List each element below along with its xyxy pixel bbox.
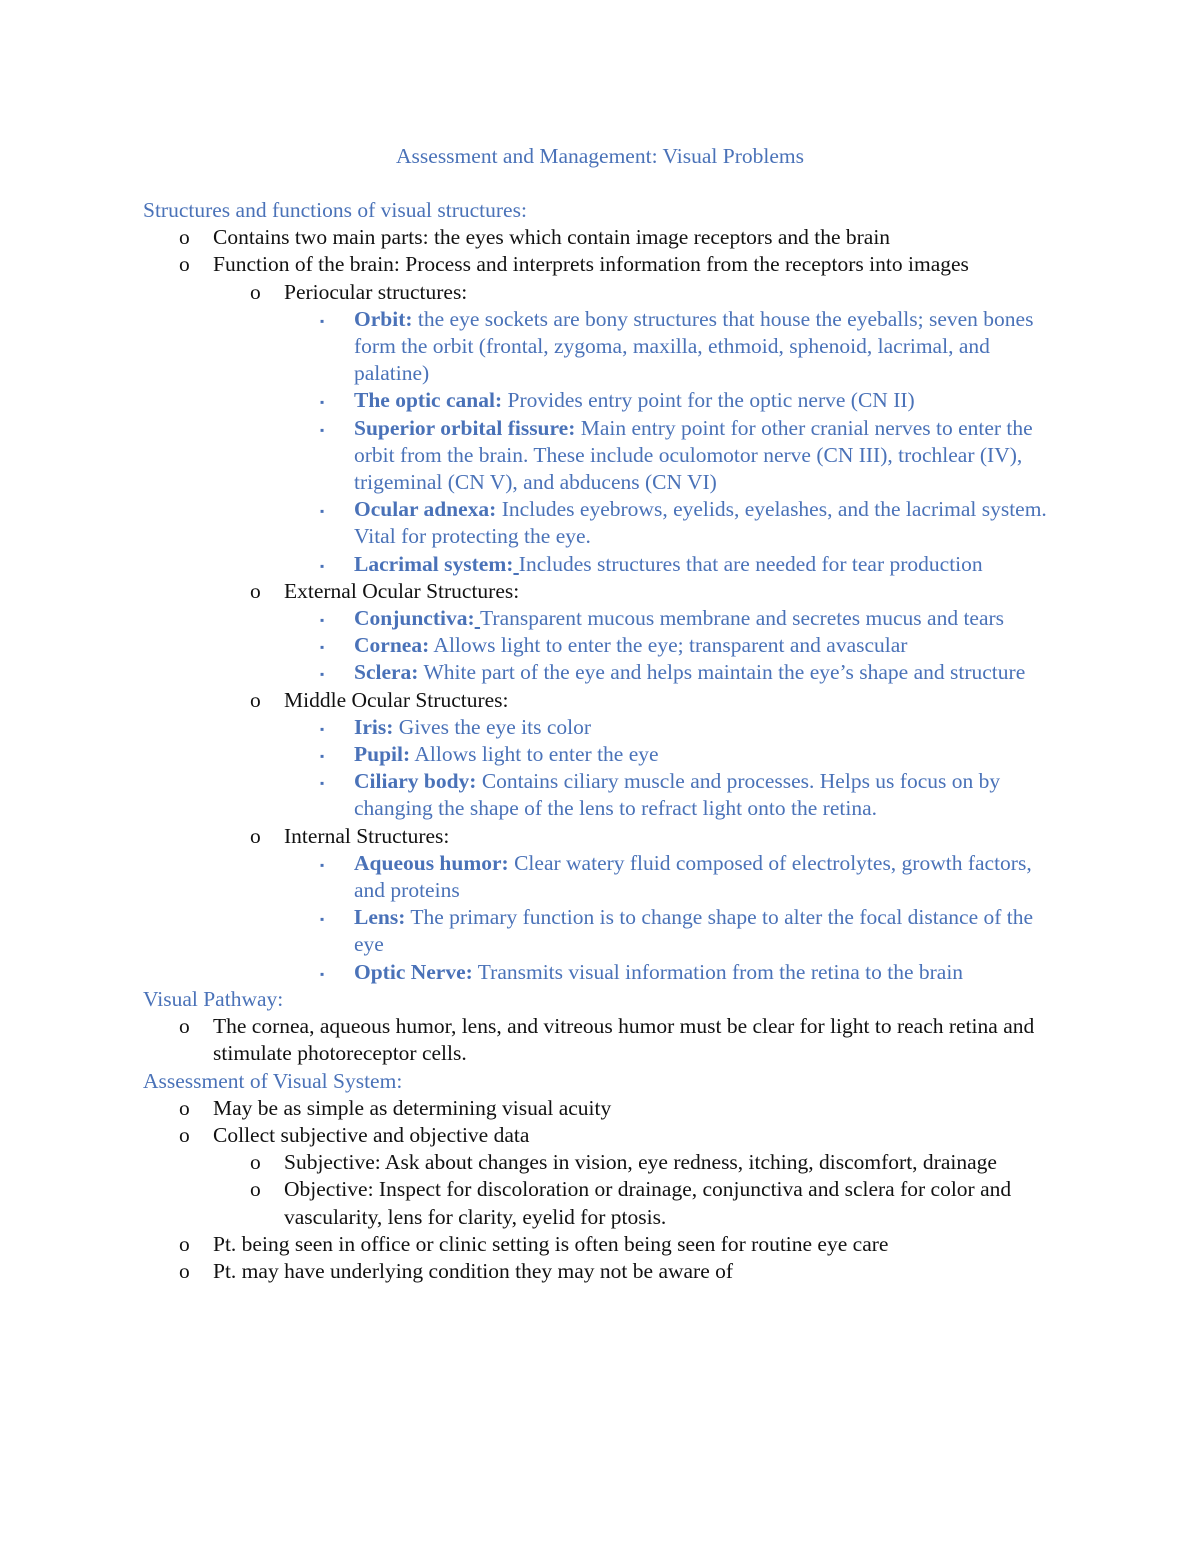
group-label-middle: o Middle Ocular Structures: [143,687,1053,714]
list-item-lens: ▪ Lens: The primary function is to change shape to alter the focal distance of the eye [320,905,1034,957]
section-heading-structures: Structures and functions of visual structures: [143,198,527,222]
bullet-icon: o [179,1258,190,1283]
group-label-external: o External Ocular Structures: [143,578,1053,605]
list-item: o The cornea, aqueous humor, lens, and vitreous humor must be clear for light to reach retina and stimulate photoreceptor cells. [179,1014,1035,1066]
bullet-icon: o [179,1231,190,1256]
list-item-cornea: ▪ Cornea: Allows light to enter the eye; transparent and avascular [143,632,1053,659]
list-item-aqueous-humor: ▪ Aqueous humor: Clear watery fluid composed of electrolytes, growth factors, and proteins [320,850,1032,903]
bullet-icon: o [250,687,261,712]
square-bullet-icon: ▪ [320,558,325,573]
square-bullet-icon: ▪ [320,640,325,655]
list-item-optic-canal: ▪ The optic canal: Provides entry point for the optic nerve (CN II) [143,387,1053,414]
list-item-conjunctiva: ▪ Conjunctiva: Transparent mucous membrane and secretes mucus and tears [143,605,1053,632]
list-item-ocular-adnexa: ▪ Ocular adnexa: Includes eyebrows, eyelids, eyelashes, and the lacrimal system. Vital for protecting the eye. [320,497,1047,549]
bullet-icon: o [179,252,190,277]
list-item: o May be as simple as determining visual acuity [143,1095,1053,1122]
bullet-icon: o [250,823,261,848]
square-bullet-icon: ▪ [320,857,325,872]
list-item: o Collect subjective and objective data [143,1122,1053,1149]
square-bullet-icon: ▪ [320,422,325,437]
page-title: Assessment and Management: Visual Problems [396,144,804,168]
list-item-optic-nerve: ▪ Optic Nerve: Transmits visual information from the retina to the brain [143,959,1053,986]
list-item-subjective: o Subjective: Ask about changes in vision, eye redness, itching, discomfort, drainage [143,1149,1053,1176]
list-item-pupil: ▪ Pupil: Allows light to enter the eye [143,741,1053,768]
square-bullet-icon: ▪ [320,313,325,328]
group-label-internal: o Internal Structures: [143,823,1053,850]
list-item: o Pt. being seen in office or clinic setting is often being seen for routine eye care [143,1231,1053,1258]
document-body [143,197,1053,1285]
square-bullet-icon: ▪ [320,749,325,764]
bullet-icon: o [250,1150,261,1175]
list-item: o Contains two main parts: the eyes which contain image receptors and the brain [143,224,1053,251]
list-item-iris: ▪ Iris: Gives the eye its color [143,714,1053,741]
bullet-icon: o [250,1177,261,1202]
bullet-icon: o [250,279,261,304]
square-bullet-icon: ▪ [320,667,325,682]
square-bullet-icon: ▪ [320,721,325,736]
list-item: o Function of the brain: Process and interprets information from the receptors into images [143,251,1053,278]
section-heading-visual-pathway: Visual Pathway: [143,986,284,1011]
square-bullet-icon: ▪ [320,912,325,927]
square-bullet-icon: ▪ [320,395,325,410]
group-label-periocular: o Periocular structures: [143,279,1053,306]
list-item-ciliary-body: ▪ Ciliary body: Contains ciliary muscle and processes. Helps us focus on by changing the shape of the lens to refract light onto the retina. [320,769,1001,821]
list-item: o Pt. may have underlying condition they may not be aware of [143,1258,1053,1285]
square-bullet-icon: ▪ [320,613,325,628]
section-heading-assessment: Assessment of Visual System: [143,1068,403,1093]
bullet-icon: o [179,225,190,250]
list-item-objective: o Objective: Inspect for discoloration or drainage, conjunctiva and sclera for color and vascularity, lens for clarity, eyelid for ptosis. [250,1177,1012,1229]
list-item-superior-orbital-fissure: ▪ Superior orbital fissure: Main entry point for other cranial nerves to enter the orbit from the brain. These include oculomotor nerve (CN III), trochlear (IV), trigeminal (CN V), and abducens (CN VI) [320,415,1033,495]
bullet-icon: o [179,1014,190,1039]
list-item-lacrimal-system: ▪ Lacrimal system: Includes structures that are needed for tear production [143,551,1053,578]
square-bullet-icon: ▪ [320,966,325,981]
bullet-icon: o [179,1095,190,1120]
bullet-icon: o [179,1122,190,1147]
square-bullet-icon: ▪ [320,504,325,519]
bullet-icon: o [250,578,261,603]
square-bullet-icon: ▪ [320,776,325,791]
list-item-orbit: ▪ Orbit: the eye sockets are bony structures that house the eyeballs; seven bones form the orbit (frontal, zygoma, maxilla, ethmoid, sphenoid, lacrimal, and palatine) [320,306,1034,386]
list-item-sclera: ▪ Sclera: White part of the eye and helps maintain the eye’s shape and structure [143,659,1053,686]
